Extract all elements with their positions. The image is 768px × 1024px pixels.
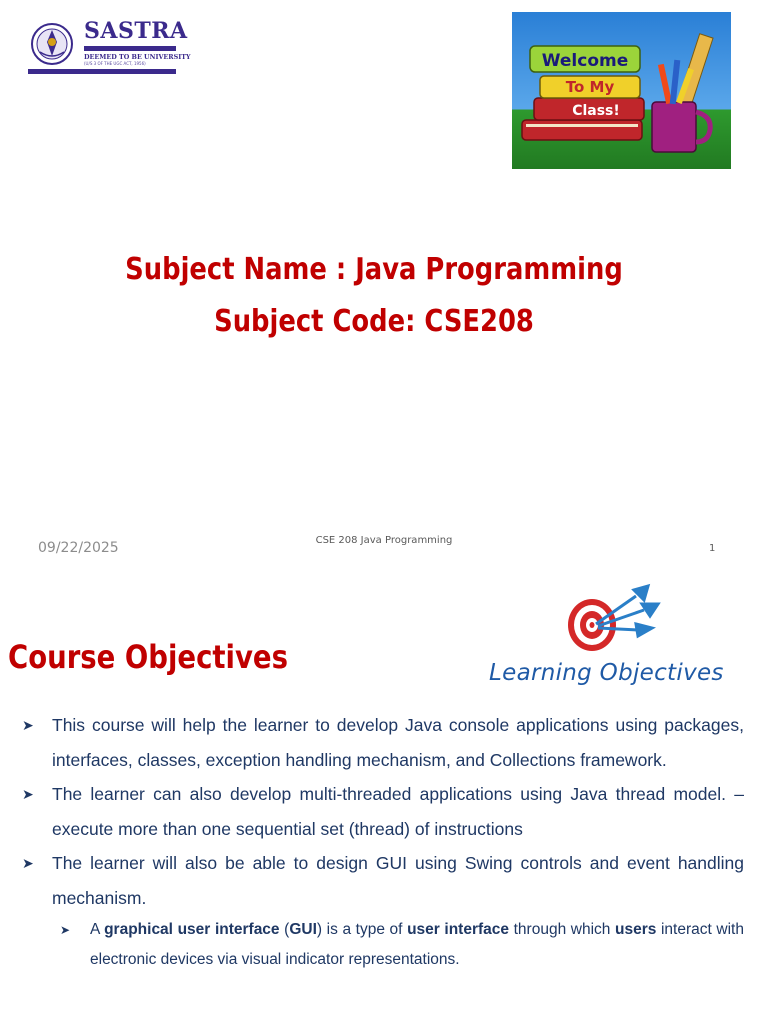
list-item — [22, 777, 744, 846]
objective-text: This course will help the learner to develop Java console applications using packages, interfaces, classes, exception handling mechanism, and Collections framework. — [52, 715, 744, 770]
subject-name-title: Subject Name : Java Programming — [125, 252, 623, 287]
sub-graphical: graphical — [104, 921, 173, 938]
sub-gui: GUI — [289, 921, 317, 938]
logo-bottom-bar — [28, 69, 176, 74]
objective-text: The learner can also develop multi-threaded applications using Java thread model. –execute more than one sequential set (thread) of instructions — [52, 784, 744, 839]
slide-title: Course Objectives — [8, 638, 288, 676]
logo-band — [84, 46, 176, 51]
objectives-list — [22, 708, 744, 975]
subject-code-title: Subject Code: CSE208 — [214, 304, 534, 339]
footer-date: 09/22/2025 — [38, 540, 119, 556]
university-seal-icon — [30, 22, 74, 66]
sub-user: user — [177, 921, 211, 938]
welcome-text-3: Class! — [572, 103, 620, 119]
sub-users: users — [615, 921, 657, 938]
footer-page-number: 1 — [709, 543, 716, 554]
sub-through-which: through which — [513, 921, 611, 938]
sub-close-paren: ) — [316, 921, 323, 938]
sub-user2: user — [407, 921, 440, 938]
sub-open-paren: ( — [284, 921, 290, 938]
sub-interface2: interface — [444, 921, 510, 938]
bullet-arrow-icon: ➤ — [22, 717, 34, 733]
logo-sub-tagline: (U/S 3 OF THE UGC ACT, 1956) — [84, 61, 146, 66]
sub-list-item — [60, 915, 744, 975]
sub-interface: interface — [214, 921, 280, 938]
list-item — [22, 708, 744, 777]
welcome-text-2: To My — [565, 78, 615, 96]
list-item — [22, 846, 744, 915]
objective-text: The learner will also be able to design GUI using Swing controls and event handling mechanism. — [52, 853, 744, 908]
welcome-text-1: Welcome — [541, 51, 629, 71]
bullet-arrow-icon: ➤ — [60, 923, 71, 937]
sastra-logo — [28, 18, 191, 74]
bullet-arrow-icon: ➤ — [22, 786, 34, 802]
logo-tagline: DEEMED TO BE UNIVERSITY — [84, 53, 191, 61]
sub-a: A — [90, 921, 100, 938]
welcome-to-my-class-image — [512, 12, 731, 169]
learning-objectives-graphic-text: Learning Objectives — [489, 660, 724, 686]
bullet-arrow-icon: ➤ — [22, 855, 34, 871]
course-objectives-slide — [0, 578, 768, 1024]
footer-course: CSE 208 Java Programming — [315, 535, 453, 546]
logo-name: SASTRA — [84, 18, 188, 44]
sub-is-a-type-of: is a type of — [326, 921, 403, 938]
sub-rest: interact with electronic devices via visual indicator representations. — [90, 921, 744, 968]
